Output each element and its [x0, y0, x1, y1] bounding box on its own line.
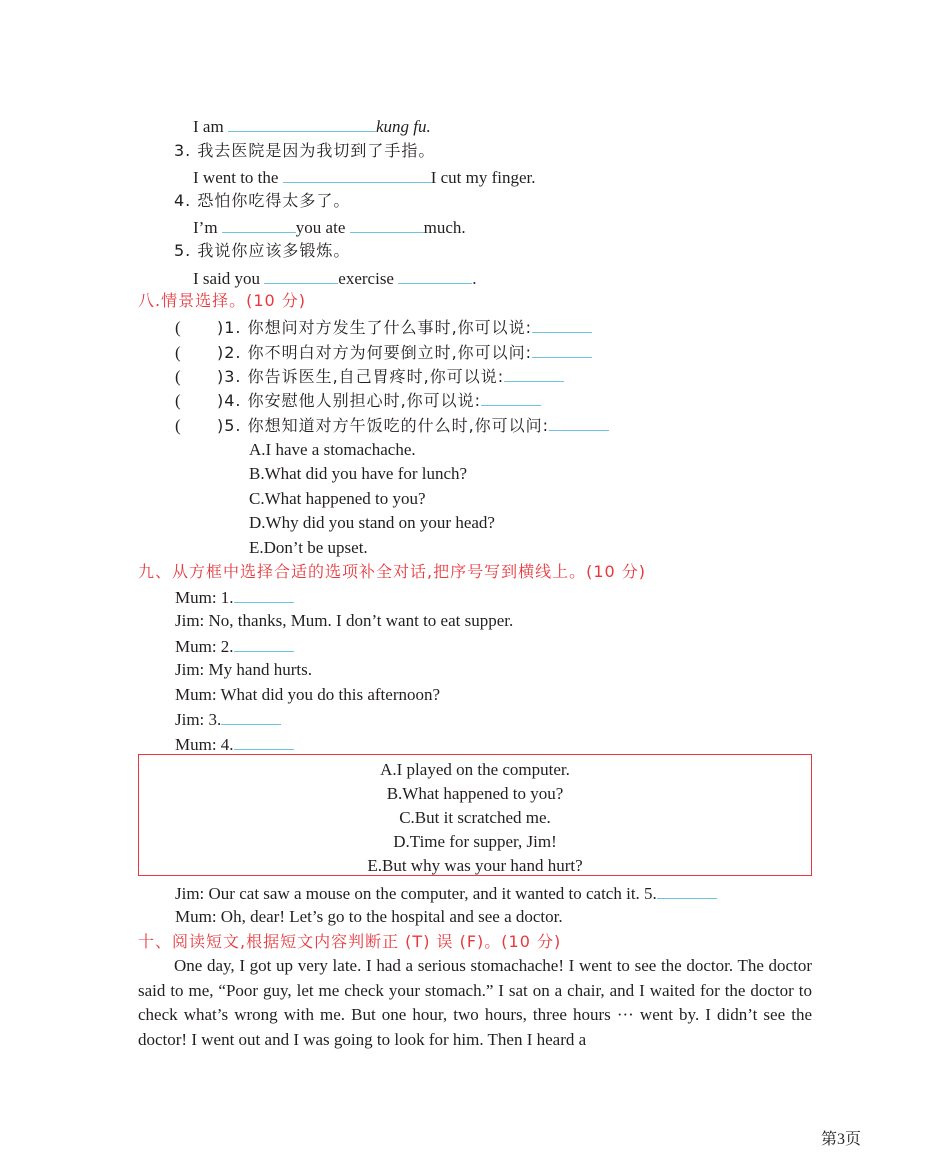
- dialogue-line-1: Mum: 1.: [175, 586, 294, 609]
- s8-option-d: D.Why did you stand on your head?: [249, 513, 495, 532]
- section-8-title: 八.情景选择。(10 分): [138, 291, 307, 310]
- answer-blank[interactable]: [481, 389, 541, 406]
- q2-answer-line: I am kung fu.: [193, 117, 431, 136]
- answer-blank[interactable]: [504, 365, 564, 382]
- q5-answer-line: I said you exercise .: [193, 269, 477, 288]
- answer-blank[interactable]: [222, 216, 296, 233]
- box-option-c: C.But it scratched me.: [399, 808, 551, 827]
- s8-question-1: ( )1. 你想问对方发生了什么事时,你可以说:: [175, 316, 592, 339]
- s8-option-e: E.Don’t be upset.: [249, 538, 368, 557]
- dialogue-line-8: Jim: Our cat saw a mouse on the computer, and it wanted to catch it. 5.: [175, 882, 717, 905]
- s8-question-3: ( )3. 你告诉医生,自己胃疼时,你可以说:: [175, 365, 564, 388]
- answer-blank[interactable]: [398, 267, 472, 284]
- dialogue-line-5: Mum: What did you do this afternoon?: [175, 685, 441, 704]
- answer-blank[interactable]: [234, 586, 294, 603]
- q5-chinese: 5. 我说你应该多锻炼。: [174, 241, 351, 260]
- section-10-title: 十、阅读短文,根据短文内容判断正 (T) 误 (F)。(10 分): [138, 932, 562, 951]
- page-number: 第3页: [820, 1131, 861, 1148]
- dialogue-line-3: Mum: 2.: [175, 635, 294, 658]
- dialogue-line-7: Mum: 4.: [175, 733, 294, 756]
- reading-passage: One day, I got up very late. I had a serious stomachache! I went to see the doctor. The doctor said to me, “Poor guy, let me check your stomach.” I sat on a chair, and I waited for the doctor to check what’s wrong with me. But one hour, two hours, three hours ··· went by. I didn’t see the doctor! I went out and I was going to look for him. Then I heard a: [138, 956, 812, 1049]
- options-box: [138, 754, 812, 876]
- box-option-e: E.But why was your hand hurt?: [367, 856, 583, 875]
- q4-answer-line: I’m you ate much.: [193, 218, 466, 237]
- q3-chinese: 3. 我去医院是因为我切到了手指。: [174, 141, 436, 160]
- answer-blank[interactable]: [532, 341, 592, 358]
- dialogue-line-9: Mum: Oh, dear! Let’s go to the hospital and see a doctor.: [175, 907, 563, 926]
- s8-option-c: C.What happened to you?: [249, 489, 426, 508]
- answer-blank[interactable]: [283, 166, 431, 183]
- answer-blank[interactable]: [657, 882, 717, 899]
- answer-blank[interactable]: [228, 115, 376, 132]
- answer-blank[interactable]: [234, 635, 294, 652]
- box-option-a: A.I played on the computer.: [380, 760, 570, 779]
- answer-blank[interactable]: [350, 216, 424, 233]
- answer-blank[interactable]: [264, 267, 338, 284]
- section-9-title: 九、从方框中选择合适的选项补全对话,把序号写到横线上。(10 分): [138, 562, 647, 581]
- q4-chinese: 4. 恐怕你吃得太多了。: [174, 191, 351, 210]
- answer-blank[interactable]: [221, 708, 281, 725]
- s8-option-b: B.What did you have for lunch?: [249, 464, 468, 483]
- box-option-b: B.What happened to you?: [386, 784, 564, 803]
- s8-question-4: ( )4. 你安慰他人别担心时,你可以说:: [175, 389, 541, 412]
- s8-question-5: ( )5. 你想知道对方午饭吃的什么时,你可以问:: [175, 414, 609, 437]
- answer-blank[interactable]: [532, 316, 592, 333]
- dialogue-line-4: Jim: My hand hurts.: [175, 660, 312, 679]
- s8-option-a: A.I have a stomachache.: [249, 440, 416, 459]
- dialogue-line-2: Jim: No, thanks, Mum. I don’t want to eat supper.: [175, 611, 514, 630]
- q3-answer-line: I went to the I cut my finger.: [193, 168, 536, 187]
- answer-blank[interactable]: [549, 414, 609, 431]
- dialogue-line-6: Jim: 3.: [175, 708, 281, 731]
- s8-question-2: ( )2. 你不明白对方为何要倒立时,你可以问:: [175, 341, 592, 364]
- answer-blank[interactable]: [234, 733, 294, 750]
- box-option-d: D.Time for supper, Jim!: [393, 832, 557, 851]
